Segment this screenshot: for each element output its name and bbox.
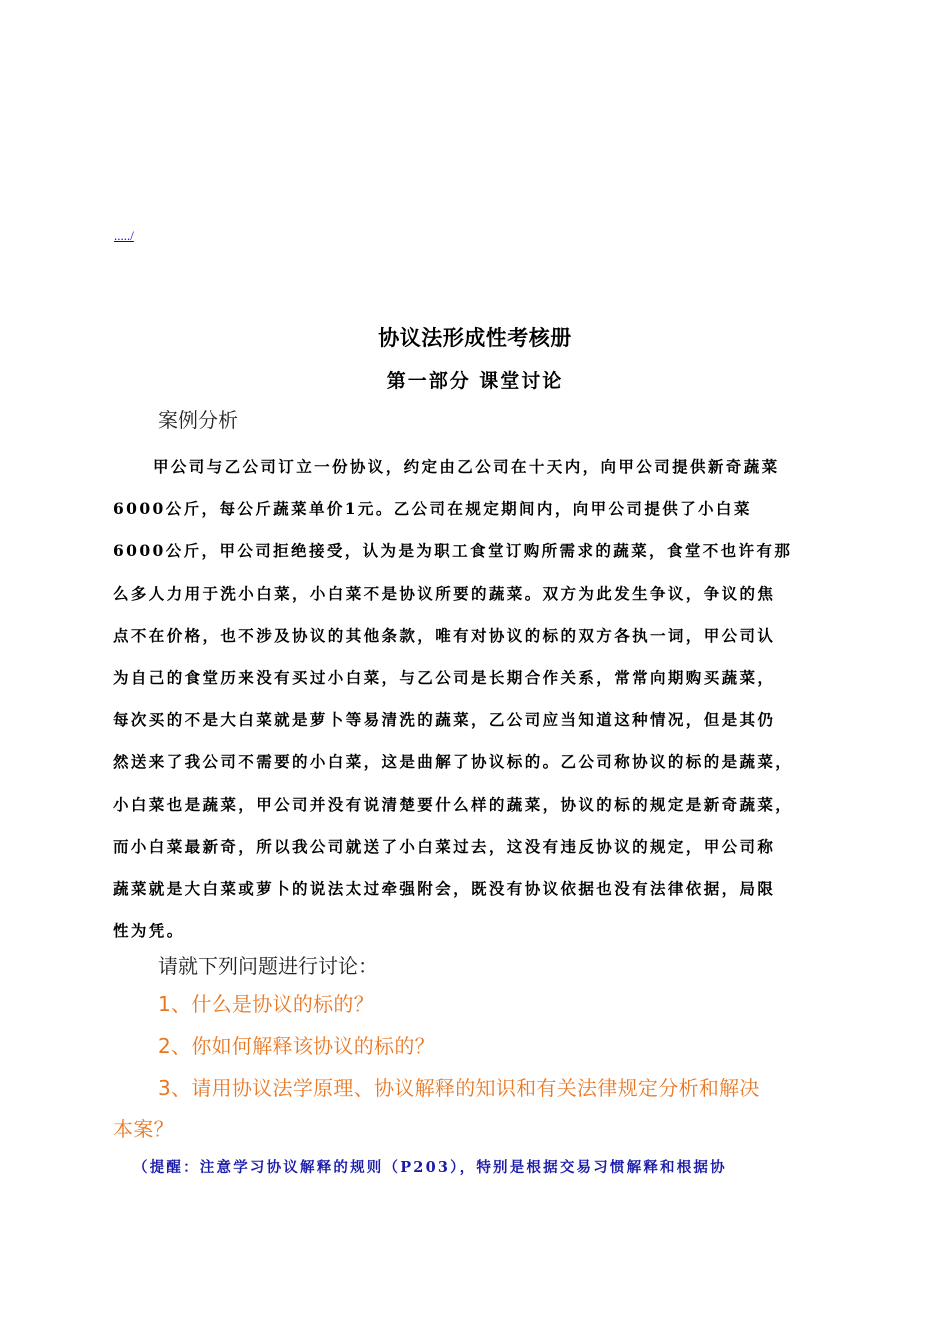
case-line: 6000公斤，甲公司拒绝接受，认为是为职工食堂订购所需求的蔬菜，食堂不也许有那: [113, 541, 793, 561]
case-line: 为自己的食堂历来没有买过小白菜，与乙公司是长期合作关系，常常向期购买蔬菜，: [113, 668, 776, 688]
case-line: 点不在价格，也不涉及协议的其他条款，唯有对协议的标的双方各执一词，甲公司认: [113, 625, 776, 645]
case-line: 6000公斤，每公斤蔬菜单价1元。乙公司在规定期间内，向甲公司提供了小白菜: [113, 499, 752, 519]
question-2: 2、你如何解释该协议的标的？: [158, 1034, 435, 1058]
discussion-prompt: 请就下列问题进行讨论：: [158, 954, 378, 978]
case-line: 每次买的不是大白菜就是萝卜等易清洗的蔬菜，乙公司应当知道这种情况，但是其仍: [113, 710, 776, 730]
case-text: [113, 446, 853, 952]
question-1: 1、什么是协议的标的？: [158, 992, 375, 1016]
case-line: 么多人力用于洗小白菜，小白菜不是协议所要的蔬菜。双方为此发生争议，争议的焦: [113, 583, 776, 603]
header-link[interactable]: ...../: [114, 228, 134, 243]
case-line: 蔬菜就是大白菜或萝卜的说法太过牵强附会，既没有协议依据也没有法律依据，局限: [113, 879, 776, 899]
question-3-continued: 本案？: [113, 1117, 174, 1141]
case-line: 然送来了我公司不需要的小白菜，这是曲解了协议标的。乙公司称协议的标的是蔬菜，: [113, 752, 794, 772]
case-line: 性为凭。: [113, 921, 185, 941]
hint-note: （提醒：注意学习协议解释的规则（P203），特别是根据交易习惯解释和根据协: [133, 1159, 727, 1176]
case-line: 甲公司与乙公司订立一份协议，约定由乙公司在十天内，向甲公司提供新奇蔬菜: [153, 457, 780, 476]
question-3: 3、请用协议法学原理、协议解释的知识和有关法律规定分析和解决: [158, 1076, 760, 1100]
case-line: 而小白菜最新奇，所以我公司就送了小白菜过去，这没有违反协议的规定，甲公司称: [113, 836, 776, 856]
document-title: 协议法形成性考核册: [378, 326, 572, 350]
case-line: 小白菜也是蔬菜，甲公司并没有说清楚要什么样的蔬菜，协议的标的规定是新奇蔬菜，: [113, 794, 794, 814]
section-heading: 第一部分 课堂讨论: [386, 370, 564, 392]
case-analysis-label: 案例分析: [158, 408, 238, 432]
